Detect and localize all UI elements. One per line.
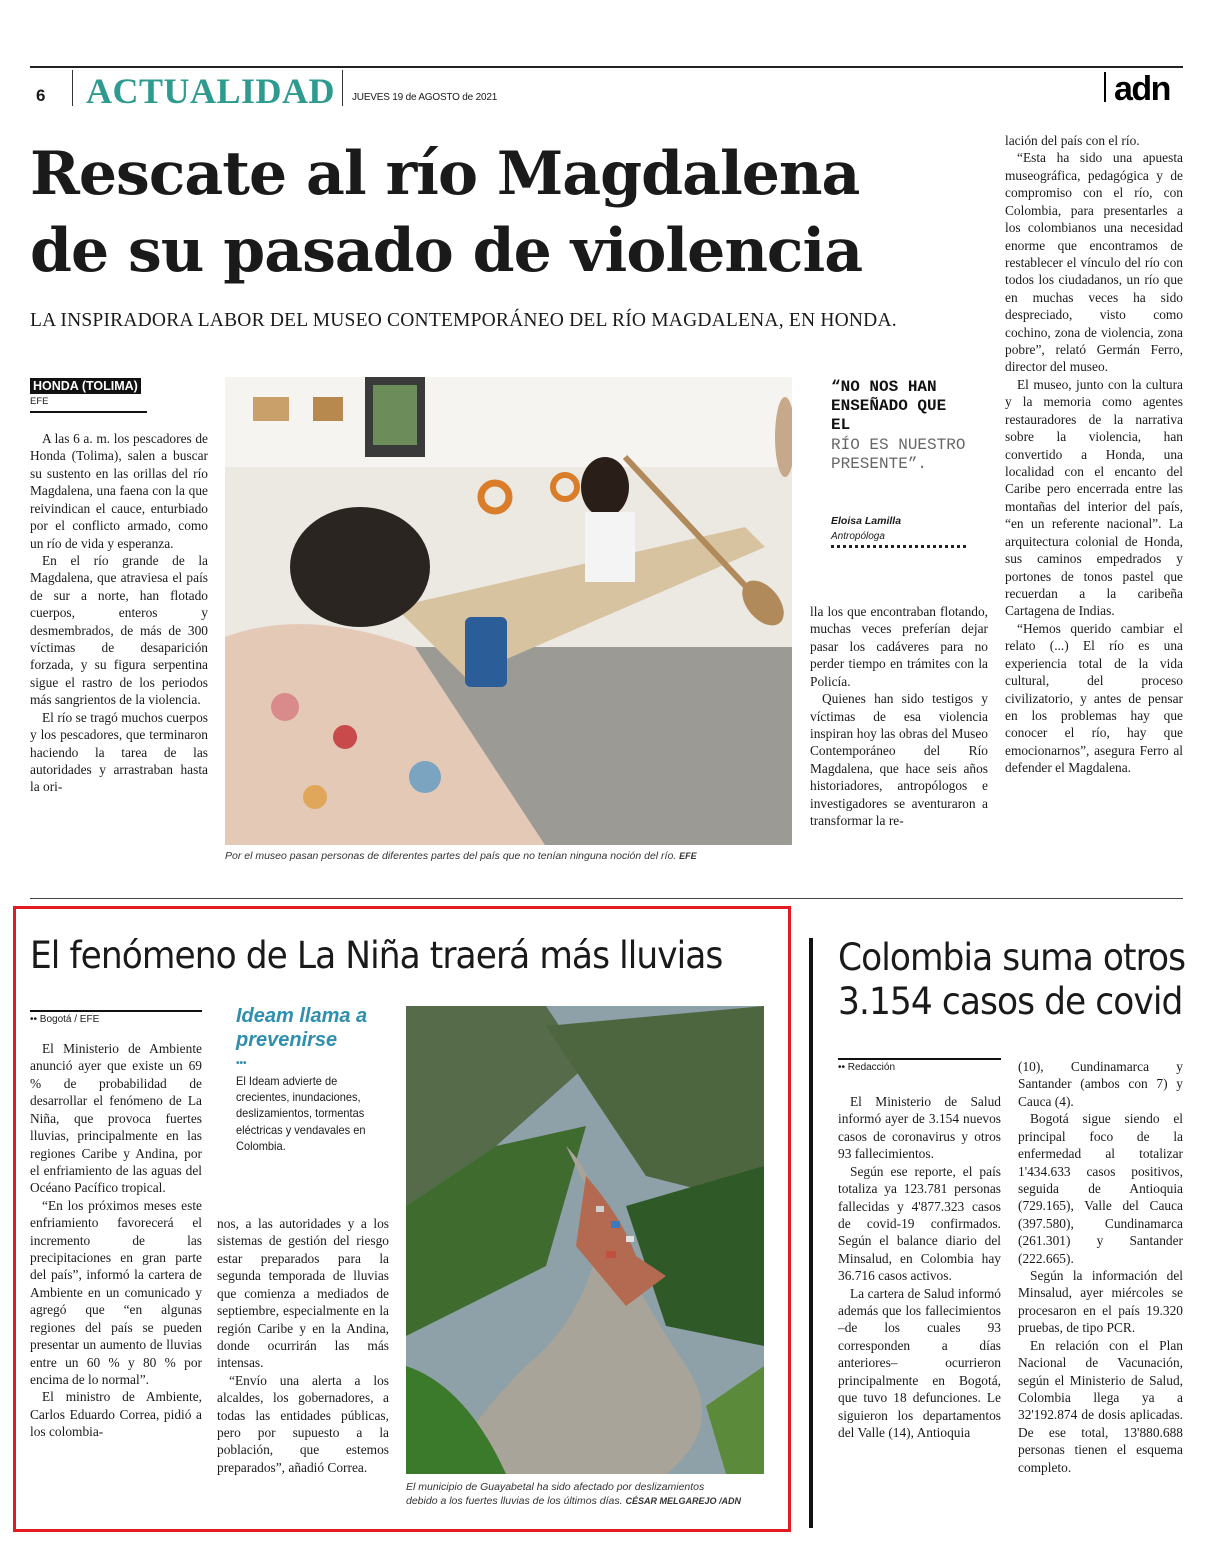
nina-column-2 [217, 1215, 389, 1476]
paragraph: El ministro de Ambiente, Carlos Eduardo Correa, pidió a los colombia- [30, 1389, 202, 1440]
main-column-1 [30, 430, 208, 796]
paragraph: Quienes han sido testigos y víctimas de esa violencia inspiran hoy las obras del Museo Contemporáneo del Río Magdalena, que hace seis años historiadores, antropólogos e investigadores se aventuraron a transformar la re- [810, 691, 988, 829]
main-column-4 [1005, 132, 1183, 777]
section-divider [30, 898, 1183, 899]
logo-mark [1104, 72, 1110, 102]
quote-role: Antropóloga [831, 531, 885, 542]
paragraph: “Esta ha sido una apuesta museográfica, pedagógica y de compromiso con el río, con Colombia, para presentarles a los colombianos una necesidad enorme que encontramos de restablecer el vínculo del río con todos los ciudadanos, un río que en muchas veces ha sido despreciado, visto como cochino, zona de violencia, zona pobre”, relató Germán Ferro, director del museo. [1005, 150, 1183, 375]
sidebar-text: El Ideam advierte de crecientes, inundaciones, deslizamientos, tormentas eléctricas y vendavales en Colombia. [236, 1074, 366, 1153]
nina-column-1 [30, 1040, 202, 1441]
main-column-3 [810, 603, 988, 829]
landslide-photo [406, 1006, 764, 1474]
header-rule [30, 66, 1183, 68]
pull-quote: “NO NOS HAN ENSEÑADO QUE EL RÍO ES NUESTRO PRESENTE”. [831, 378, 966, 473]
adn-logo: adn [1114, 70, 1170, 108]
covid-headline: Colombia suma otros 3.154 casos de covid [838, 936, 1186, 1023]
paragraph: El río se tragó muchos cuerpos y los pescadores, que terminaron haciendo la tarea de las autoridades y arrastraban hasta la ori- [30, 709, 208, 795]
paragraph: “Hemos querido cambiar el relato (...) El río es una experiencia total de la vida cultural, del proceso civilizatorio, y antes de pensar en los problemas hay que conocer el río, hay que emocionarnos”, asegura Ferro al defender el Magdalena. [1005, 620, 1183, 776]
covid-column-1 [838, 1093, 1001, 1441]
paragraph: En el río grande de la Magdalena, que atraviesa el país de sur a norte, han flotado cuerpos, enteros y desmembrados, de más de 300 víctimas de desaparición forzada, y su figura serpentina sigue el rastro de los periodos más sangrientos de la violencia. [30, 552, 208, 708]
paragraph: En relación con el Plan Nacional de Vacunación, según el Ministerio de Salud, Colombia llega ya a 32'192.874 de dosis aplicadas. De ese total, 13'880.688 personas tienen el esquema completo. [1018, 1337, 1183, 1475]
header-divider [72, 70, 73, 106]
paragraph: El Ministerio de Ambiente anunció ayer que existe un 69 % de probabilidad de desarrollar el fenómeno de La Niña, que provoca fuertes lluvias, principalmente en las regiones Caribe y Andina, por el enfriamiento de las aguas del Océano Pacífico tropical. [30, 1041, 202, 1196]
paragraph: A las 6 a. m. los pescadores de Honda (Tolima), salen a buscar su sustento en las orillas del río Magdalena, una faena con la que reivindican el cauce, enturbiado por el conflicto armado, como un río de vida y esperanza. [30, 431, 208, 551]
paragraph: nos, a las autoridades y a los sistemas de gestión del riesgo estar preparados para la segunda temporada de lluvias que comienza a mediados de septiembre, especialmente en la región Caribe y en la Andina, donde ocurrirán las más intensas. [217, 1216, 389, 1371]
covid-byline: •• Redacción [838, 1058, 1001, 1073]
covid-column-2 [1018, 1058, 1183, 1476]
main-byline: EFE [30, 396, 147, 413]
paragraph: El Ministerio de Salud informó ayer de 3.154 nuevos casos de coronavirus y otros 93 fallecimientos. [838, 1094, 1001, 1162]
landslide-photo-caption: El municipio de Guayabetal ha sido afectado por deslizamientos debido a los fuertes lluvias de los últimos días. CÉSAR MELGAREJO /ADN [406, 1481, 741, 1508]
dateline-kicker: HONDA (TOLIMA) [30, 378, 141, 394]
main-deck: LA INSPIRADORA LABOR DEL MUSEO CONTEMPORÁNEO DEL RÍO MAGDALENA, EN HONDA. [30, 310, 897, 331]
museum-photo-caption: Por el museo pasan personas de diferentes partes del país que no tenían ninguna noción del río. EFE [225, 850, 697, 862]
museum-photo [225, 377, 792, 845]
quote-divider [831, 545, 966, 548]
nina-headline: El fenómeno de La Niña traerá más lluvias [30, 934, 723, 977]
issue-date: JUEVES 19 de AGOSTO de 2021 [352, 92, 498, 103]
paragraph: “Envío una alerta a los alcaldes, los gobernadores, a todas las entidades públicas, pero por supuesto a la población, que estemos preparados”, añadió Correa. [217, 1372, 389, 1475]
paragraph: lla los que encontraban flotando, muchas veces preferían dejar pasar los cadáveres para no perder tiempo en trámites con la Policía. [810, 604, 988, 689]
paragraph: lación del país con el río. [1005, 133, 1140, 148]
paragraph: (10), Cundinamarca y Santander (ambos con 7) y Cauca (4). [1018, 1059, 1183, 1109]
paragraph: La cartera de Salud informó además que los fallecimientos –de los cuales 93 corresponden a días anteriores– ocurrieron principalmente en Bogotá, que tuvo 18 defunciones. Le siguieron los departamentos del Valle (14), Antioquia [838, 1285, 1001, 1441]
quote-author: Eloisa Lamilla [831, 515, 902, 527]
main-headline: Rescate al río Magdalena de su pasado de violencia [30, 139, 863, 286]
header-divider [342, 70, 343, 106]
nina-byline: •• Bogotá / EFE [30, 1010, 202, 1025]
sidebar-title: Ideam llama a prevenirse [236, 1005, 368, 1051]
paragraph: Bogotá sigue siendo el principal foco de la enfermedad al totalizar 1'434.633 casos positivos, seguida de Antioquia (729.165), Valle del Cauca (397.580), Cundinamarca (261.301) y Santander (222.665). [1018, 1111, 1183, 1266]
paragraph: Según ese reporte, el país totaliza ya 123.781 personas fallecidas y 4'877.323 casos de covid-19 confirmados. Según el balance diario del Minsalud, en Colombia hay 36.716 casos activos. [838, 1163, 1001, 1284]
sidebar-dots: ••• [236, 1058, 247, 1069]
paragraph: “En los próximos meses este enfriamiento favorecerá el incremento de las precipitaciones en gran parte del país”, informó la cartera de Ambiente en un comunicado y agregó que “en algunas regiones del país se pueden presentar un aumento de lluvias entre un 60 % y 80 % por encima de lo normal”. [30, 1197, 202, 1388]
page-number: 6 [36, 86, 46, 105]
paragraph: Según la información del Minsalud, ayer miércoles se procesaron en el país 19.320 pruebas, de tipo PCR. [1018, 1268, 1183, 1336]
section-title: ACTUALIDAD [86, 71, 336, 111]
paragraph: El museo, junto con la cultura y la memoria como agentes restauradores de la narrativa sobre la violencia, han convertido a Honda, una localidad con el encanto del Caribe pero encerrada entre las montañas del interior del país, “en un referente nacional”. La arquitectura colonial de Honda, sus caminos empedrados y portones de tonos pastel que recuerdan a la caribeña Cartagena de Indias. [1005, 376, 1183, 619]
covid-story-bar [809, 938, 813, 1528]
